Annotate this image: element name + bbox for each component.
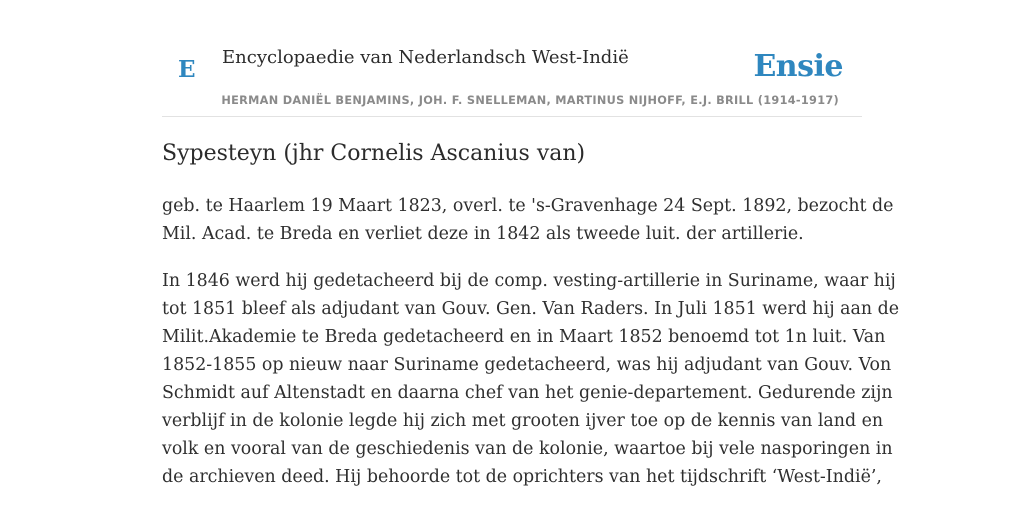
paragraph-line: volk en vooral van de geschiedenis van de kolonie, waartoe bij vele nasporingen in (162, 439, 893, 459)
book-title[interactable]: Encyclopaedie van Nederlandsch West-Indië (222, 47, 629, 68)
page (162, 0, 900, 512)
entry-title: Sypesteyn (jhr Cornelis Ascanius van) (162, 141, 586, 166)
paragraph-line: geb. te Haarlem 19 Maart 1823, overl. te 's-Gravenhage 24 Sept. 1892, bezocht de (162, 196, 894, 216)
brand-logo[interactable]: Ensie (753, 49, 843, 84)
paragraph-line: Schmidt auf Altenstadt en daarna chef van het genie-departement. Gedurende zijn (162, 383, 893, 403)
paragraph-line: 1852-1855 op nieuw naar Suriname gedetacheerd, was hij adjudant van Gouv. Von (162, 355, 892, 375)
paragraph-line: tot 1851 bleef als adjudant van Gouv. Gen. Van Raders. In Juli 1851 werd hij aan de (162, 299, 900, 319)
logo-icon[interactable]: E (178, 56, 196, 83)
paragraph-2 (162, 267, 900, 491)
book-authors: HERMAN DANIËL BENJAMINS, JOH. F. SNELLEMAN, MARTINUS NIJHOFF, E.J. BRILL (1914-1917) (221, 94, 839, 107)
paragraph-1 (162, 192, 894, 248)
paragraph-line: Milit.Akademie te Breda gedetacheerd en in Maart 1852 benoemd tot 1n luit. Van (162, 327, 886, 347)
paragraph-line: In 1846 werd hij gedetacheerd bij de comp. vesting-artillerie in Suriname, waar hij (162, 271, 896, 291)
paragraph-line: verblijf in de kolonie legde hij zich met grooten ijver toe op de kennis van land en (162, 411, 884, 431)
site-header (162, 0, 862, 117)
paragraph-line: de archieven deed. Hij behoorde tot de oprichters van het tijdschrift ‘West-Indië’, (162, 467, 882, 487)
paragraph-line: Mil. Acad. te Breda en verliet deze in 1842 als tweede luit. der artillerie. (162, 224, 804, 244)
